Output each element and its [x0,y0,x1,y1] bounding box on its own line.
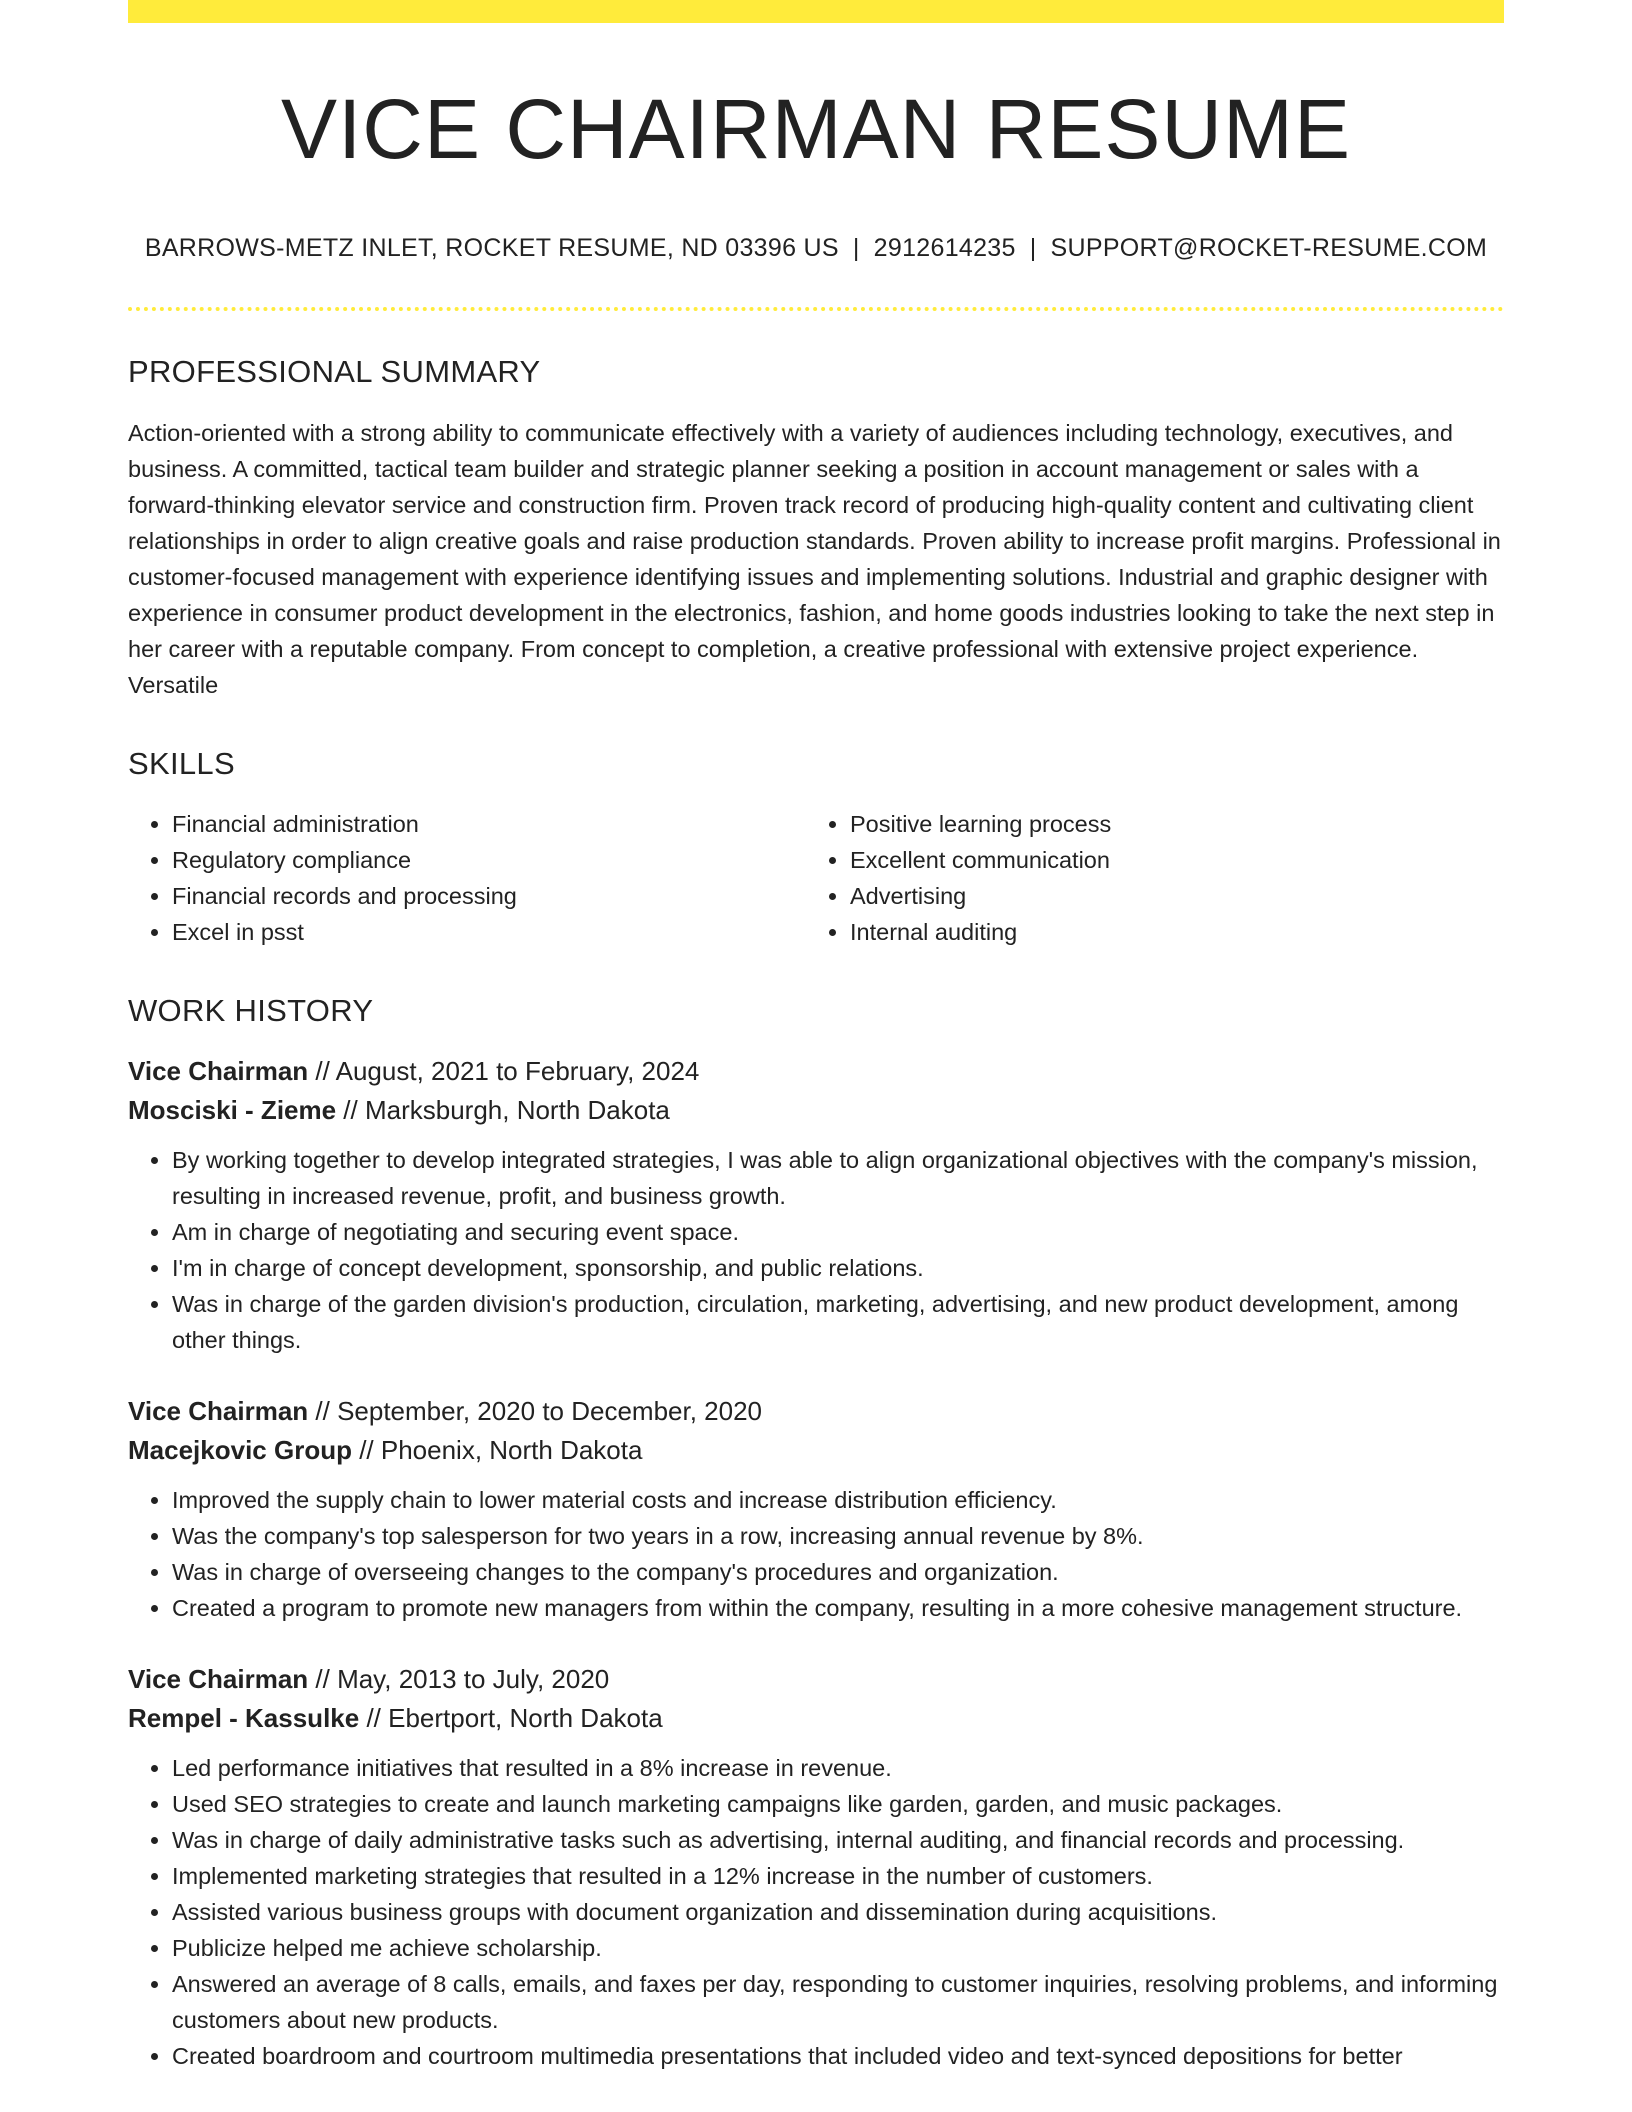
skill-item: • Excel in psst [172,914,806,950]
resume-title: VICE CHAIRMAN RESUME [280,82,1352,176]
job-duty: • Improved the supply chain to lower material costs and increase distribution efficiency. [172,1482,1504,1518]
contact-phone: 2912614235 [873,234,1016,263]
job-entry [128,1660,1504,2074]
skills-column-left [128,806,806,950]
skill-item: • Regulatory compliance [172,842,806,878]
job-company-line [128,1091,1504,1130]
skill-item: • Financial administration [172,806,806,842]
job-title-line [128,1052,1504,1091]
skill-item: • Advertising [850,878,1484,914]
job-duty: • Was in charge of overseeing changes to the company's procedures and organization. [172,1554,1504,1590]
resume-page [128,0,1504,2074]
job-dates: // May, 2013 to July, 2020 [308,1663,610,1694]
job-duty: • Was the company's top salesperson for two years in a row, increasing annual revenue by 8%. [172,1518,1504,1554]
job-duty: • Created a program to promote new managers from within the company, resulting in a more cohesive management structure. [172,1590,1504,1626]
job-duty: • Was in charge of daily administrative tasks such as advertising, internal auditing, and financial records and processing. [172,1822,1504,1858]
job-duty: • Was in charge of the garden division's production, circulation, marketing, advertising, and new product development, among other things. [172,1286,1504,1358]
job-duty: • By working together to develop integrated strategies, I was able to align organizational objectives with the company's mission, resulting in increased revenue, profit, and business growth. [172,1142,1504,1214]
job-duty: • Led performance initiatives that resulted in a 8% increase in revenue. [172,1750,1504,1786]
job-title: Vice Chairman [128,1395,309,1426]
contact-address: BARROWS-METZ INLET, ROCKET RESUME, ND 03396 US [144,234,839,263]
skill-item: • Financial records and processing [172,878,806,914]
job-title-line [128,1392,1504,1431]
job-company-line [128,1699,1504,1738]
job-company: Macejkovic Group [128,1434,352,1465]
job-duty: • Implemented marketing strategies that resulted in a 12% increase in the number of customers. [172,1858,1504,1894]
work-history-heading: WORK HISTORY [128,992,374,1028]
skill-item: • Internal auditing [850,914,1484,950]
job-title: Vice Chairman [128,1663,309,1694]
job-entry [128,1392,1504,1626]
contact-info [128,233,1504,263]
job-duties [128,1750,1504,2074]
top-accent-bar [128,0,1504,23]
summary-heading: PROFESSIONAL SUMMARY [128,354,541,390]
job-company: Rempel - Kassulke [128,1702,360,1733]
job-duty: • I'm in charge of concept development, sponsorship, and public relations. [172,1250,1504,1286]
job-title: Vice Chairman [128,1055,309,1086]
job-company-line [128,1431,1504,1470]
job-duty: • Used SEO strategies to create and launch marketing campaigns like garden, garden, and music packages. [172,1786,1504,1822]
job-duty: • Created boardroom and courtroom multimedia presentations that included video and text-synced depositions for better [172,2038,1504,2074]
summary-text: Action-oriented with a strong ability to communicate effectively with a variety of audiences including technology, executives, and business. A committed, tactical team builder and strategic planner seeking a position in account management or sales with a forward-thinking elevator service and construction firm. Proven track record of producing high-quality content and cultivating client relationships in order to align creative goals and raise production standards. Proven ability to increase profit margins. Professional in customer-focused management with experience identifying issues and implementing solutions. Industrial and graphic designer with experience in consumer product development in the electronics, fashion, and home goods industries looking to take the next step in her career with a reputable company. From concept to completion, a creative professional with extensive project experience. Versatile [128,420,1501,699]
job-duty: • Publicize helped me achieve scholarship. [172,1930,1504,1966]
job-duties [128,1482,1504,1626]
job-duty: • Assisted various business groups with document organization and dissemination during acquisitions. [172,1894,1504,1930]
contact-separator: | [1029,234,1037,263]
skills-column-right [806,806,1484,950]
skills-heading: SKILLS [128,746,235,782]
job-dates: // August, 2021 to February, 2024 [308,1055,700,1086]
job-dates: // September, 2020 to December, 2020 [308,1395,763,1426]
job-location: // Phoenix, North Dakota [351,1434,643,1465]
contact-email: SUPPORT@ROCKET-RESUME.COM [1050,234,1488,263]
header-divider [128,307,1504,311]
job-duty: • Answered an average of 8 calls, emails, and faxes per day, responding to customer inquiries, resolving problems, and informing customers about new products. [172,1966,1504,2038]
skills-list [128,806,1504,950]
job-location: // Marksburgh, North Dakota [336,1094,670,1125]
skill-item: • Positive learning process [850,806,1484,842]
job-location: // Ebertport, North Dakota [359,1702,663,1733]
contact-separator: | [852,234,860,263]
job-title-line [128,1660,1504,1699]
job-duties [128,1142,1504,1358]
skill-item: • Excellent communication [850,842,1484,878]
job-company: Mosciski - Zieme [128,1094,337,1125]
job-entry [128,1052,1504,1358]
job-duty: • Am in charge of negotiating and securing event space. [172,1214,1504,1250]
